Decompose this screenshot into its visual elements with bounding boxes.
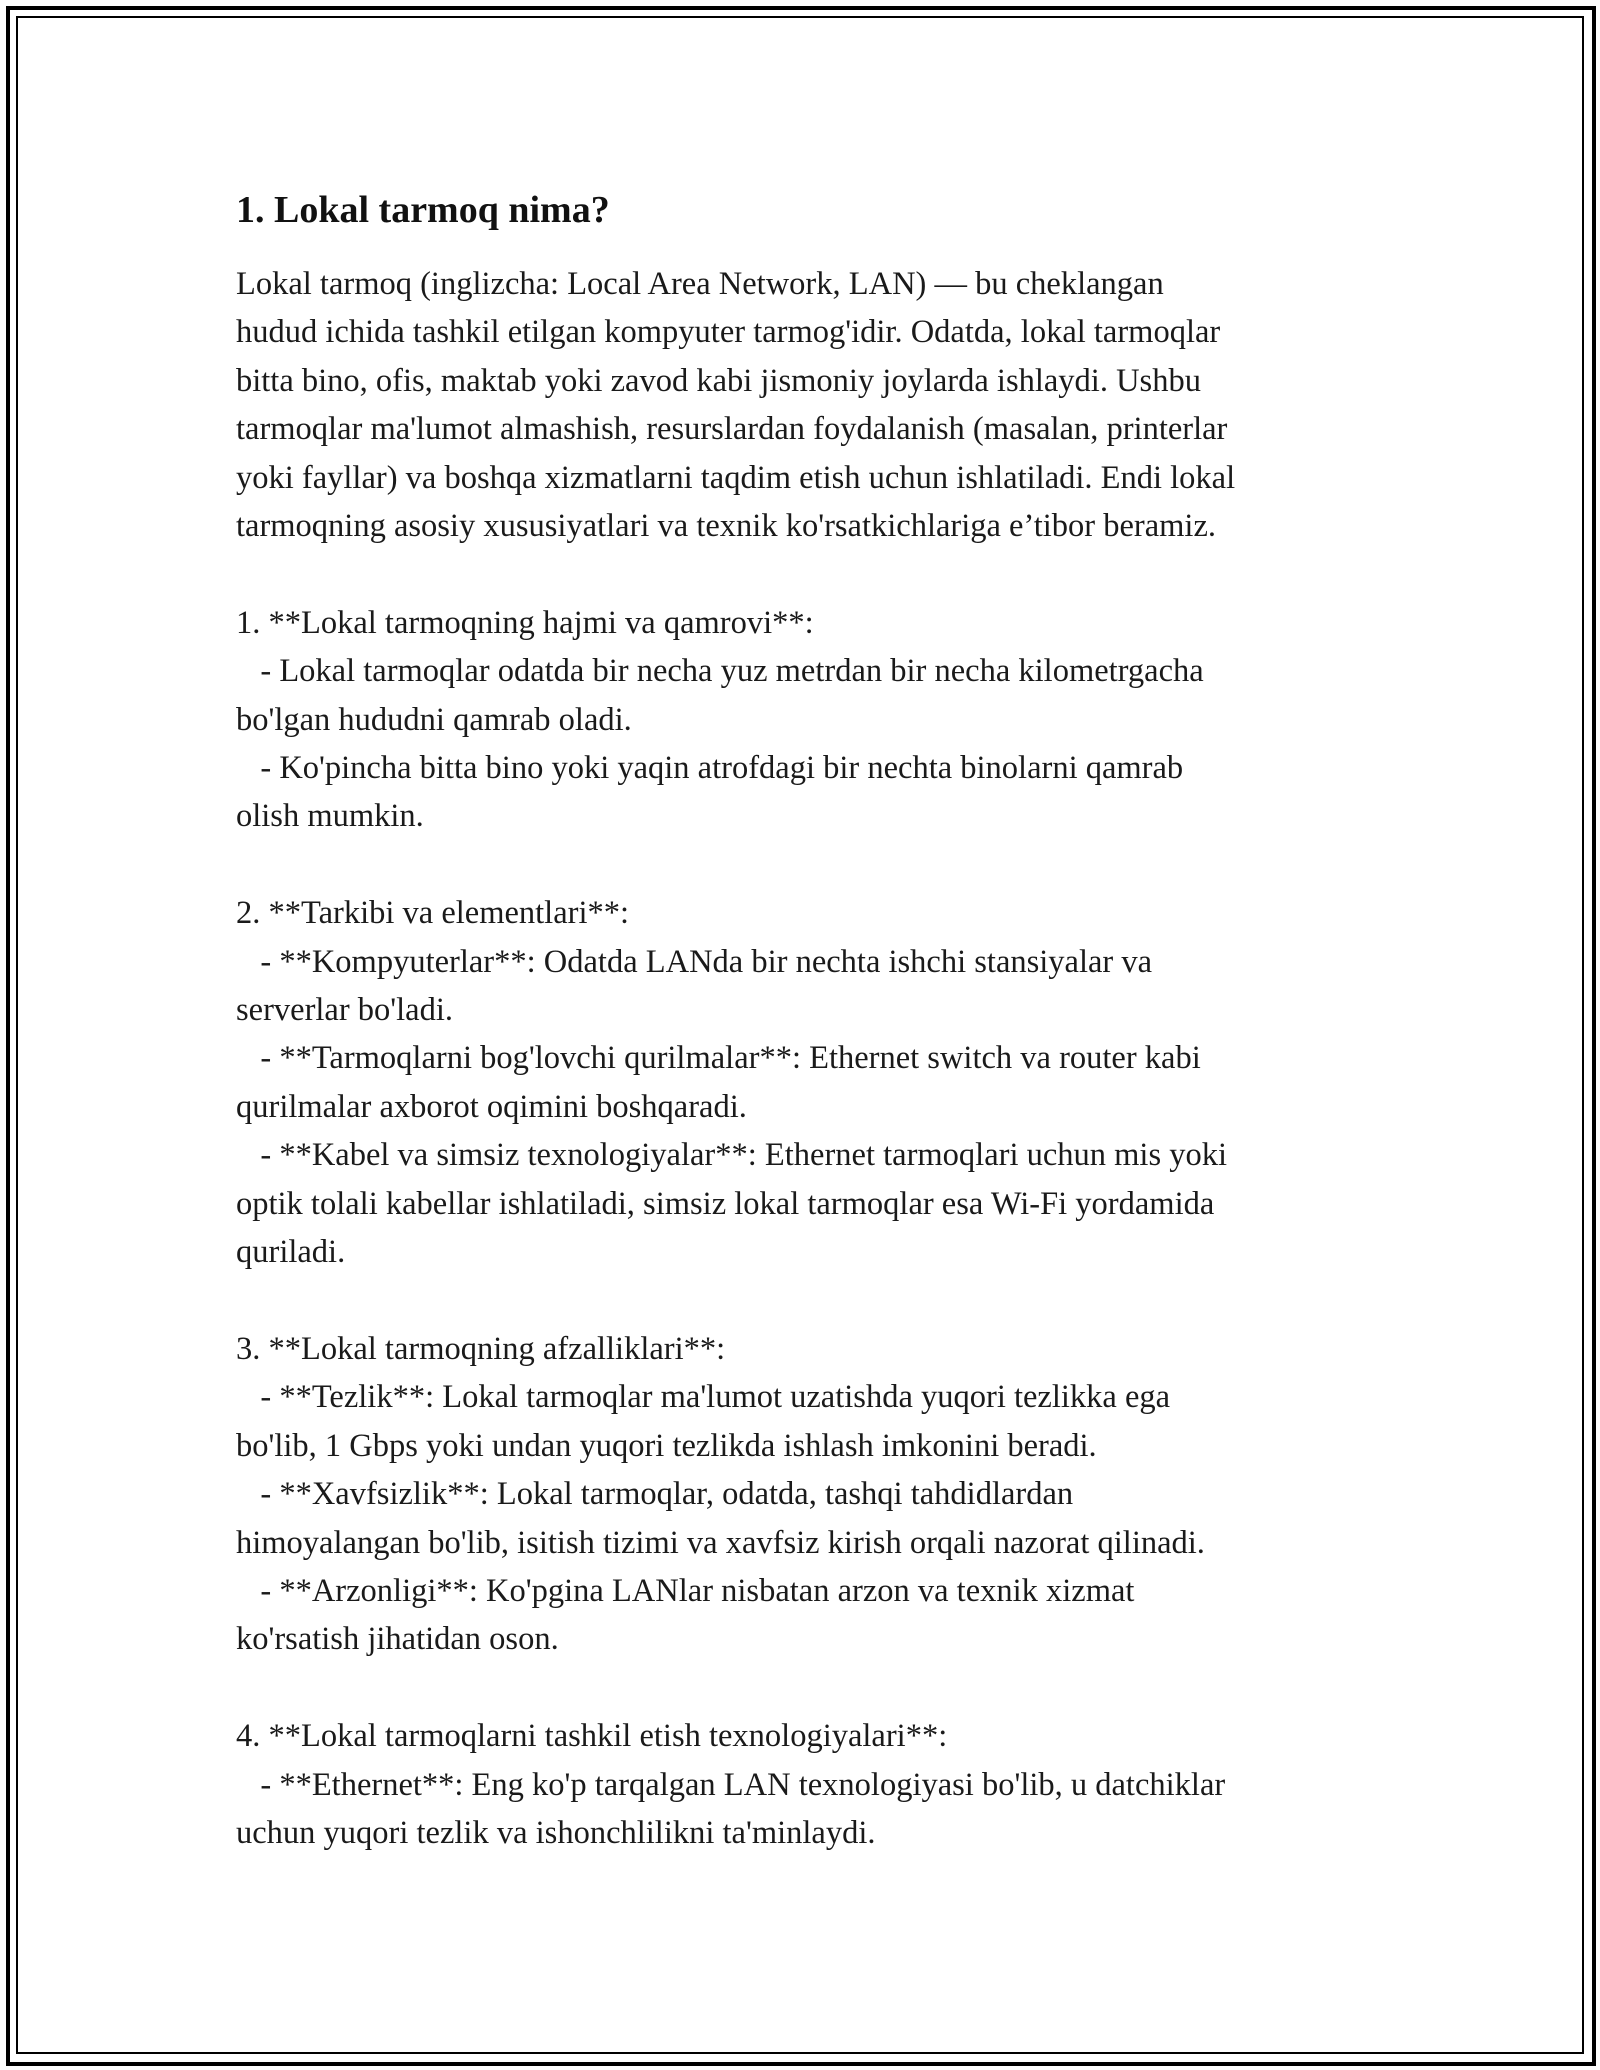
list-item: - **Xavfsizlik**: Lokal tarmoqlar, odatda, tashqi tahdidlardan himoyalangan bo'lib, isitish tizimi va xavfsiz kirish orqali nazorat qilinadi. <box>236 1476 1205 1561</box>
list-item: - **Ethernet**: Eng ko'p tarqalgan LAN texnologiyasi bo'lib, u datchiklar uchun yuqori tezlik va ishonchlilikni ta'minlaydi. <box>236 1766 1226 1851</box>
list-item: - **Kabel va simsiz texnologiyalar**: Ethernet tarmoqlari uchun mis yoki optik tolali kabellar ishlatiladi, simsiz lokal tarmoqlar esa Wi-Fi yordamida quriladi. <box>236 1137 1228 1271</box>
section-heading: 4. **Lokal tarmoqlarni tashkil etish texnologiyalari**: <box>236 1718 948 1755</box>
page-title: 1. Lokal tarmoq nima? <box>236 189 610 231</box>
list-item: - Lokal tarmoqlar odatda bir necha yuz metrdan bir necha kilometrgacha bo'lgan hududni qamrab oladi. <box>236 653 1204 738</box>
list-item: - **Arzonligi**: Ko'pgina LANlar nisbatan arzon va texnik xizmat ko'rsatish jihatidan oson. <box>236 1572 1135 1658</box>
section-heading: 1. **Lokal tarmoqning hajmi va qamrovi**: <box>236 604 814 641</box>
section-technologies <box>236 1712 1386 1857</box>
spacer <box>236 1664 1386 1712</box>
list-item: - Ko'pincha bitta bino yoki yaqin atrofdagi bir nechta binolarni qamrab olish mumkin. <box>236 750 1184 835</box>
spacer <box>236 550 1386 598</box>
spacer <box>236 1277 1386 1325</box>
intro-paragraph: Lokal tarmoq (inglizcha: Local Area Network, LAN) — bu cheklangan hudud ichida tashkil etilgan kompyuter tarmog'idir. Odatda, lokal tarmoqlar bitta bino, ofis, maktab yoki zavod kabi jismoniy joylarda ishlaydi. Ushbu tarmoqlar ma'lumot almashish, resurslardan foydalanish (masalan, printerlar yoki fayllar) va boshqa xizmatlarni taqdim etish uchun ishlatiladi. Endi lokal tarmoqning asosiy xususiyatlari va texnik ko'rsatkichlariga e’tibor beramiz. <box>236 266 1236 545</box>
list-item: - **Tezlik**: Lokal tarmoqlar ma'lumot uzatishda yuqori tezlikka ega bo'lib, 1 Gbps yoki undan yuqori tezlikda ishlash imkonini beradi. <box>236 1379 1171 1464</box>
list-item: - **Kompyuterlar**: Odatda LANda bir nechta ishchi stansiyalar va serverlar bo'ladi. <box>236 943 1153 1029</box>
list-item: - **Tarmoqlarni bog'lovchi qurilmalar**: Ethernet switch va router kabi qurilmalar axborot oqimini boshqaradi. <box>236 1040 1201 1125</box>
section-advantages <box>236 1325 1386 1664</box>
spacer <box>236 841 1386 889</box>
section-heading: 2. **Tarkibi va elementlari**: <box>236 895 630 932</box>
section-size-coverage <box>236 599 1386 841</box>
section-components <box>236 889 1386 1276</box>
document-body <box>236 186 1386 1857</box>
section-heading: 3. **Lokal tarmoqning afzalliklari**: <box>236 1330 726 1367</box>
